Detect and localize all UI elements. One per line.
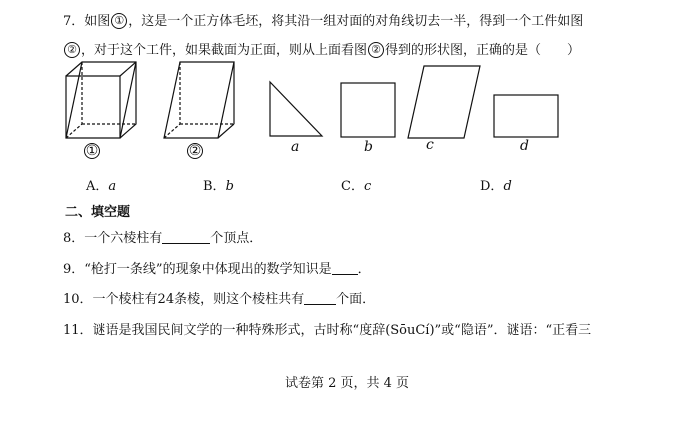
shape-a-triangle: [268, 80, 324, 138]
option-a-value: a: [108, 179, 117, 194]
option-b[interactable]: [203, 175, 234, 194]
q11: 11．谜语是我国民间文学的一种特殊形式，古时称“度辞(SōuCí)”或“隐语”．谜语：“正看三: [63, 323, 592, 338]
q8-text-pre: 8．一个六棱柱有: [63, 231, 163, 246]
figure-wedge: [158, 60, 240, 140]
q7-line2: [63, 39, 580, 58]
q7-line1: [63, 10, 583, 29]
q9-text-pre: 9．“枪打一条线”的现象中体现出的数学知识是: [63, 262, 332, 277]
fig1-ref: ①: [111, 13, 127, 29]
q8-answer-blank[interactable]: [162, 231, 210, 244]
option-b-letter: B．: [203, 179, 226, 194]
q9-answer-blank[interactable]: [332, 262, 358, 275]
q9: [63, 258, 371, 277]
q10-text-post: 个面．: [336, 292, 376, 307]
option-d-letter: D．: [480, 179, 504, 194]
shape-b-caption: b: [364, 139, 373, 155]
option-c-letter: C．: [341, 179, 364, 194]
section-heading: 二、填空题: [65, 205, 131, 220]
q8-text-post: 个顶点．: [210, 231, 263, 246]
shape-d-caption: d: [520, 138, 529, 154]
shape-b-square: [339, 81, 397, 139]
option-d[interactable]: [480, 175, 512, 194]
fig2-ref-2: ②: [368, 42, 384, 58]
fig1-caption: ①: [85, 143, 99, 159]
option-a[interactable]: [86, 175, 116, 194]
option-c[interactable]: [341, 175, 371, 194]
page-footer: 试卷第 2 页，共 4 页: [284, 376, 410, 391]
shape-d-rectangle: [492, 93, 560, 139]
q7-text-2a: ，对于这个工件，如果截面为正面，则从上面看图: [81, 43, 368, 58]
shape-c-caption: c: [426, 137, 434, 153]
fig2-caption: ②: [188, 143, 202, 159]
q8: [63, 227, 262, 246]
fig2-ref: ②: [64, 42, 80, 58]
option-a-letter: A．: [86, 179, 109, 194]
q7-text-1a: 7．如图: [63, 14, 111, 29]
option-d-value: d: [503, 179, 512, 194]
option-c-value: c: [363, 179, 372, 194]
figure-cube: [60, 60, 140, 140]
q7-text-2b: 得到的形状图，正确的是（ ）: [385, 43, 581, 58]
q10: [63, 288, 375, 307]
q10-text-pre: 10．一个棱柱有24条棱，则这个棱柱共有: [63, 292, 305, 307]
q9-text-post: ．: [357, 262, 371, 277]
shape-c-parallelogram: [406, 64, 482, 140]
option-b-value: b: [225, 179, 234, 194]
q10-answer-blank[interactable]: [304, 292, 336, 305]
shape-a-caption: a: [291, 139, 300, 155]
q7-text-1b: ，这是一个正方体毛坯，将其沿一组对面的对角线切去一半，得到一个工件如图: [128, 14, 584, 29]
